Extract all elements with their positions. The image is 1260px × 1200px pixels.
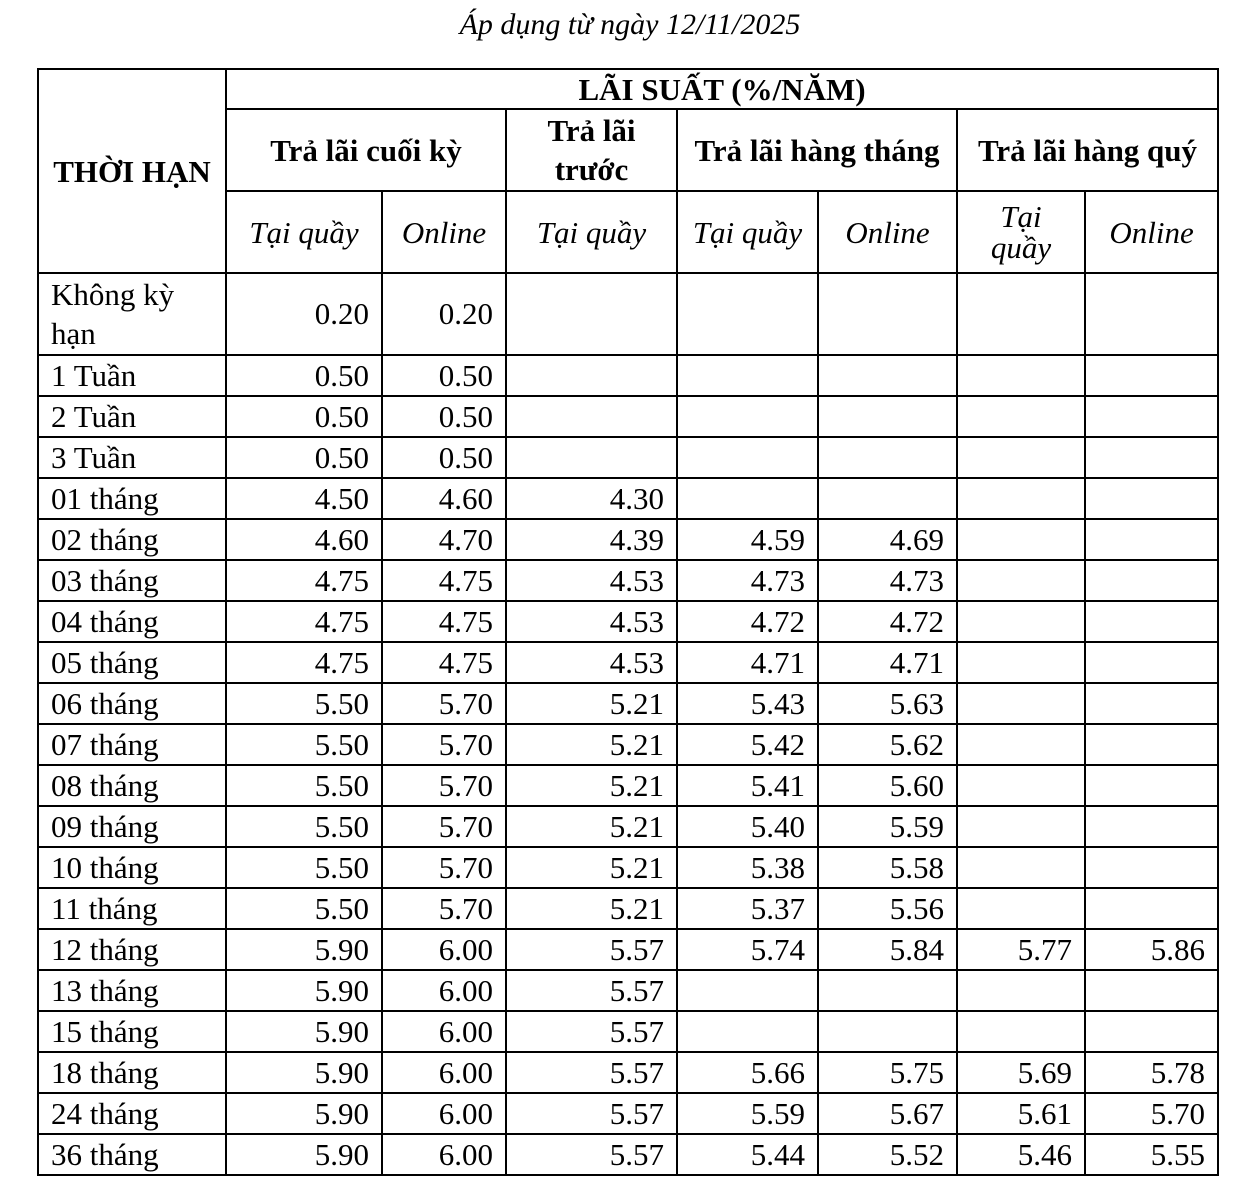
rate-cell: 5.62	[818, 724, 957, 765]
rate-cell	[957, 888, 1085, 929]
rate-cell: 6.00	[382, 1052, 506, 1093]
group-monthly: Trả lãi hàng tháng	[677, 109, 957, 191]
rate-cell: 4.72	[818, 601, 957, 642]
rate-cell	[506, 355, 677, 396]
rate-cell: 5.57	[506, 929, 677, 970]
rate-cell: 4.73	[677, 560, 818, 601]
term-cell: 2 Tuần	[38, 396, 226, 437]
rate-cell	[957, 396, 1085, 437]
rate-cell: 5.70	[382, 683, 506, 724]
table-row	[38, 355, 1218, 396]
rate-cell	[677, 1011, 818, 1052]
term-cell: 24 tháng	[38, 1093, 226, 1134]
rate-cell: 0.50	[226, 437, 382, 478]
rate-cell	[957, 970, 1085, 1011]
rate-cell	[677, 273, 818, 355]
rate-cell: 5.70	[1085, 1093, 1218, 1134]
rate-cell	[957, 683, 1085, 724]
rate-cell	[957, 1011, 1085, 1052]
rate-cell: 4.53	[506, 642, 677, 683]
rate-cell: 5.90	[226, 970, 382, 1011]
rate-cell: 4.59	[677, 519, 818, 560]
table-row	[38, 1052, 1218, 1093]
rate-cell: 5.50	[226, 806, 382, 847]
rate-cell	[1085, 683, 1218, 724]
term-cell: 05 tháng	[38, 642, 226, 683]
rate-cell: 6.00	[382, 1134, 506, 1175]
rate-cell: 4.75	[226, 560, 382, 601]
rate-cell	[957, 642, 1085, 683]
rate-cell	[1085, 806, 1218, 847]
term-cell: 01 tháng	[38, 478, 226, 519]
rate-cell	[506, 437, 677, 478]
rate-cell	[1085, 519, 1218, 560]
rate-cell	[1085, 396, 1218, 437]
rate-cell	[677, 396, 818, 437]
rate-cell	[1085, 1011, 1218, 1052]
term-cell: 36 tháng	[38, 1134, 226, 1175]
table-row	[38, 683, 1218, 724]
rate-cell: 0.50	[226, 396, 382, 437]
effective-date-caption: Áp dụng từ ngày 12/11/2025	[459, 8, 801, 41]
table-body	[38, 273, 1218, 1175]
rate-cell	[1085, 478, 1218, 519]
rate-cell: 5.90	[226, 929, 382, 970]
rate-cell: 4.75	[226, 601, 382, 642]
rate-cell: 5.57	[506, 1134, 677, 1175]
rate-cell: 4.50	[226, 478, 382, 519]
rate-cell: 5.50	[226, 724, 382, 765]
rate-cell: 5.42	[677, 724, 818, 765]
rate-cell	[506, 396, 677, 437]
rate-cell	[957, 724, 1085, 765]
rate-cell: 5.21	[506, 724, 677, 765]
rate-cell: 5.52	[818, 1134, 957, 1175]
table-row	[38, 724, 1218, 765]
rate-cell	[818, 355, 957, 396]
rate-cell	[1085, 560, 1218, 601]
rate-cell: 5.21	[506, 888, 677, 929]
rate-cell: 4.75	[382, 560, 506, 601]
rate-cell: 4.60	[226, 519, 382, 560]
rate-cell	[957, 806, 1085, 847]
rate-cell: 5.21	[506, 806, 677, 847]
rate-cell: 4.69	[818, 519, 957, 560]
rate-cell: 4.39	[506, 519, 677, 560]
sub-header-counter: Tại quầy	[226, 191, 382, 273]
term-cell: 3 Tuần	[38, 437, 226, 478]
rate-cell: 5.70	[382, 806, 506, 847]
term-cell: 11 tháng	[38, 888, 226, 929]
rate-cell	[1085, 847, 1218, 888]
rate-cell	[1085, 437, 1218, 478]
table-row	[38, 1011, 1218, 1052]
rate-cell: 4.75	[382, 601, 506, 642]
term-cell: 04 tháng	[38, 601, 226, 642]
rate-cell: 5.66	[677, 1052, 818, 1093]
group-quarterly: Trả lãi hàng quý	[957, 109, 1218, 191]
rate-cell: 4.75	[382, 642, 506, 683]
rate-cell: 0.50	[226, 355, 382, 396]
rate-cell: 5.74	[677, 929, 818, 970]
rate-cell: 0.20	[382, 273, 506, 355]
rate-cell: 5.59	[818, 806, 957, 847]
rate-cell: 5.90	[226, 1093, 382, 1134]
table-row	[38, 601, 1218, 642]
rate-cell: 5.61	[957, 1093, 1085, 1134]
term-cell: 1 Tuần	[38, 355, 226, 396]
rate-cell	[677, 970, 818, 1011]
rate-cell: 5.69	[957, 1052, 1085, 1093]
table-row	[38, 929, 1218, 970]
rate-cell	[957, 519, 1085, 560]
rate-cell: 5.38	[677, 847, 818, 888]
term-column-header: THỜI HẠN	[38, 69, 226, 273]
table-row	[38, 273, 1218, 355]
term-cell: 18 tháng	[38, 1052, 226, 1093]
interest-rate-table	[37, 68, 1219, 1176]
rate-cell: 0.20	[226, 273, 382, 355]
rate-cell: 5.56	[818, 888, 957, 929]
rate-cell	[506, 273, 677, 355]
rate-cell: 5.46	[957, 1134, 1085, 1175]
sub-header-online: Online	[818, 191, 957, 273]
rate-cell: 5.57	[506, 970, 677, 1011]
rate-cell	[957, 560, 1085, 601]
group-prepaid: Trả lãi trước	[506, 109, 677, 191]
table-row	[38, 1093, 1218, 1134]
rate-cell	[1085, 273, 1218, 355]
table-row	[38, 478, 1218, 519]
rate-cell: 6.00	[382, 1093, 506, 1134]
rate-cell: 5.44	[677, 1134, 818, 1175]
table-row	[38, 437, 1218, 478]
rate-cell: 5.21	[506, 683, 677, 724]
sub-header-online: Online	[1085, 191, 1218, 273]
rate-cell: 5.40	[677, 806, 818, 847]
rate-cell: 5.41	[677, 765, 818, 806]
rate-cell	[818, 478, 957, 519]
rate-cell: 5.57	[506, 1052, 677, 1093]
rate-cell: 5.90	[226, 1134, 382, 1175]
rate-cell	[957, 273, 1085, 355]
rate-cell: 6.00	[382, 1011, 506, 1052]
rate-cell: 5.90	[226, 1052, 382, 1093]
term-cell: 08 tháng	[38, 765, 226, 806]
rate-cell: 4.71	[677, 642, 818, 683]
table-row	[38, 560, 1218, 601]
table-row	[38, 1134, 1218, 1175]
rate-cell: 5.60	[818, 765, 957, 806]
rate-cell: 5.86	[1085, 929, 1218, 970]
rate-cell: 5.43	[677, 683, 818, 724]
term-cell: Không kỳ hạn	[38, 273, 226, 355]
rate-cell: 5.75	[818, 1052, 957, 1093]
table-row	[38, 765, 1218, 806]
rate-cell	[1085, 355, 1218, 396]
rate-cell: 5.50	[226, 765, 382, 806]
rate-cell: 4.60	[382, 478, 506, 519]
rate-cell	[957, 355, 1085, 396]
rate-cell: 5.58	[818, 847, 957, 888]
table-row	[38, 642, 1218, 683]
table-row	[38, 396, 1218, 437]
rate-cell: 4.71	[818, 642, 957, 683]
term-cell: 02 tháng	[38, 519, 226, 560]
rate-cell: 5.70	[382, 847, 506, 888]
rate-cell	[677, 478, 818, 519]
rate-cell: 5.70	[382, 724, 506, 765]
table-row	[38, 847, 1218, 888]
rate-cell: 4.72	[677, 601, 818, 642]
table-row	[38, 888, 1218, 929]
rate-cell: 5.50	[226, 683, 382, 724]
sub-header-counter: Tại quầy	[957, 191, 1085, 273]
term-cell: 06 tháng	[38, 683, 226, 724]
rate-cell: 5.84	[818, 929, 957, 970]
sub-header-counter: Tại quầy	[677, 191, 818, 273]
rate-cell: 0.50	[382, 396, 506, 437]
rate-cell	[957, 601, 1085, 642]
rate-cell: 4.70	[382, 519, 506, 560]
table-row	[38, 519, 1218, 560]
rate-cell: 5.55	[1085, 1134, 1218, 1175]
table-header	[38, 69, 1218, 273]
rate-cell	[957, 478, 1085, 519]
rate-cell	[818, 1011, 957, 1052]
rate-cell	[1085, 888, 1218, 929]
rate-cell: 4.53	[506, 560, 677, 601]
rate-cell: 5.90	[226, 1011, 382, 1052]
rate-cell	[1085, 724, 1218, 765]
rate-cell: 5.70	[382, 765, 506, 806]
rate-cell: 5.59	[677, 1093, 818, 1134]
group-end-of-term: Trả lãi cuối kỳ	[226, 109, 506, 191]
rate-cell	[818, 273, 957, 355]
rate-cell: 4.53	[506, 601, 677, 642]
rate-cell	[957, 765, 1085, 806]
rate-cell: 5.21	[506, 765, 677, 806]
rate-cell	[1085, 970, 1218, 1011]
rate-cell: 6.00	[382, 970, 506, 1011]
term-cell: 03 tháng	[38, 560, 226, 601]
term-cell: 09 tháng	[38, 806, 226, 847]
table-row	[38, 970, 1218, 1011]
rate-cell	[1085, 601, 1218, 642]
sub-header-online: Online	[382, 191, 506, 273]
rate-cell: 4.73	[818, 560, 957, 601]
term-cell: 07 tháng	[38, 724, 226, 765]
sub-header-counter: Tại quầy	[506, 191, 677, 273]
term-cell: 13 tháng	[38, 970, 226, 1011]
term-cell: 10 tháng	[38, 847, 226, 888]
rate-cell	[957, 437, 1085, 478]
rate-cell: 5.57	[506, 1011, 677, 1052]
term-cell: 15 tháng	[38, 1011, 226, 1052]
rate-cell: 5.21	[506, 847, 677, 888]
rate-cell: 4.75	[226, 642, 382, 683]
rate-cell: 5.77	[957, 929, 1085, 970]
rate-cell: 5.78	[1085, 1052, 1218, 1093]
rate-cell	[1085, 765, 1218, 806]
rate-cell: 5.50	[226, 847, 382, 888]
rate-cell: 0.50	[382, 355, 506, 396]
rate-cell: 6.00	[382, 929, 506, 970]
table-row	[38, 806, 1218, 847]
rate-cell	[818, 970, 957, 1011]
rate-title-header: LÃI SUẤT (%/NĂM)	[226, 69, 1218, 109]
rate-cell: 5.63	[818, 683, 957, 724]
rate-cell: 5.37	[677, 888, 818, 929]
rate-cell	[818, 437, 957, 478]
rate-cell	[677, 437, 818, 478]
rate-cell	[957, 847, 1085, 888]
term-cell: 12 tháng	[38, 929, 226, 970]
rate-cell: 5.67	[818, 1093, 957, 1134]
rate-cell: 5.50	[226, 888, 382, 929]
rate-cell	[1085, 642, 1218, 683]
rate-cell: 5.70	[382, 888, 506, 929]
rate-cell: 0.50	[382, 437, 506, 478]
rate-cell: 4.30	[506, 478, 677, 519]
rate-cell: 5.57	[506, 1093, 677, 1134]
rate-cell	[677, 355, 818, 396]
rate-cell	[818, 396, 957, 437]
